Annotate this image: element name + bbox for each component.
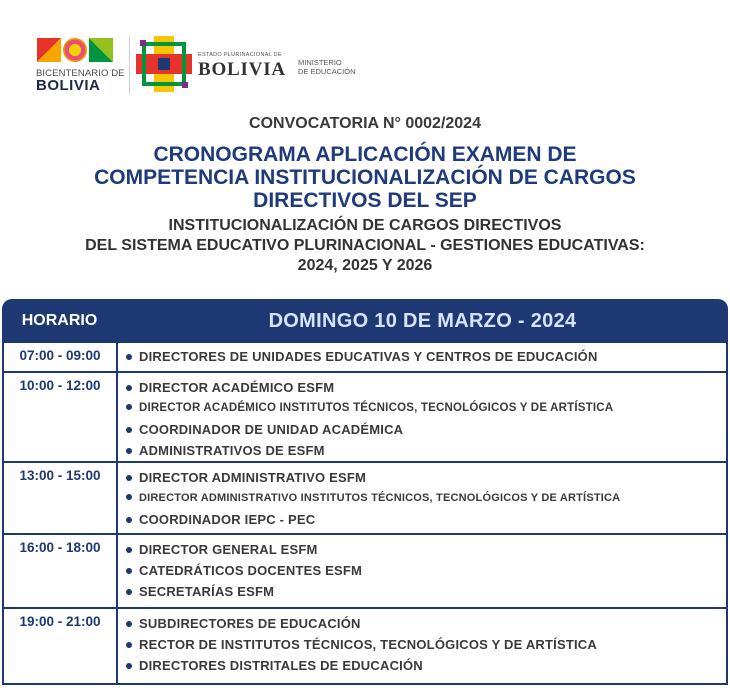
list-item — [126, 634, 726, 655]
bullet-icon — [126, 494, 132, 500]
list-item — [126, 488, 726, 509]
table-row — [4, 533, 726, 607]
subtitle-line: 2024, 2025 Y 2026 — [297, 257, 433, 274]
column-header-horario: HORARIO — [21, 312, 98, 329]
chakana-emblem-icon — [136, 36, 192, 92]
list-item — [126, 613, 726, 634]
convocatoria-number: CONVOCATORIA N° 0002/2024 — [249, 115, 481, 132]
page-subtitle — [0, 216, 730, 276]
list-item — [126, 419, 726, 440]
list-item-label: COORDINADOR DE UNIDAD ACADÉMICA — [139, 422, 404, 437]
bicentenario-icons — [37, 38, 113, 62]
subtitle-line: INSTITUCIONALIZACIÓN DE CARGOS DIRECTIVOS — [168, 217, 562, 234]
title-line: COMPETENCIA INSTITUCIONALIZACIÓN DE CARGOS — [94, 166, 636, 189]
list-item — [126, 467, 726, 488]
column-header-date: DOMINGO 10 DE MARZO - 2024 — [268, 310, 577, 332]
list-item — [126, 377, 726, 398]
list-item — [126, 560, 726, 581]
ministerio-line2: DE EDUCACIÓN — [298, 67, 356, 76]
list-item-label: ADMINISTRATIVOS DE ESFM — [139, 443, 325, 458]
list-item — [126, 509, 726, 530]
page-title — [30, 143, 700, 212]
logo-divider — [129, 36, 130, 94]
list-item-label: CATEDRÁTICOS DOCENTES ESFM — [139, 563, 363, 578]
bullet-icon — [126, 448, 132, 454]
column-divider — [116, 535, 118, 607]
column-divider — [116, 373, 118, 463]
bullet-icon — [126, 404, 132, 410]
bullet-icon — [126, 621, 132, 627]
column-divider — [116, 463, 118, 535]
ministerio-line1: MINISTERIO — [298, 58, 342, 67]
bullet-icon — [126, 642, 132, 648]
bicentenario-small-text: BICENTENARIO DE — [36, 68, 125, 79]
table-row — [4, 607, 726, 685]
bullet-icon — [126, 568, 132, 574]
table-row — [4, 371, 726, 463]
column-divider — [116, 343, 118, 371]
bicentenario-logo — [36, 34, 125, 96]
row-time: 16:00 - 18:00 — [19, 540, 101, 555]
title-line: CRONOGRAMA APLICACIÓN EXAMEN DE — [153, 143, 577, 166]
bolivia-wordmark: BOLIVIA — [198, 59, 286, 80]
bullet-icon — [126, 517, 132, 523]
row-time: 13:00 - 15:00 — [19, 468, 101, 483]
list-item-label: SUBDIRECTORES DE EDUCACIÓN — [139, 616, 361, 631]
bullet-icon — [126, 354, 132, 360]
list-item-label: COORDINADOR IEPC - PEC — [139, 512, 316, 527]
ministerio-text — [298, 58, 356, 76]
table-row — [4, 461, 726, 535]
schedule-table — [2, 299, 728, 687]
list-item — [126, 398, 726, 419]
list-item — [126, 539, 726, 560]
list-item — [126, 346, 726, 367]
list-item-label: DIRECTOR ACADÉMICO INSTITUTOS TÉCNICOS, TECNOLÓGICOS Y DE ARTÍSTICA — [139, 402, 614, 414]
row-time: 07:00 - 09:00 — [19, 348, 101, 363]
bullet-icon — [126, 589, 132, 595]
row-time: 19:00 - 21:00 — [19, 614, 101, 629]
table-header — [2, 299, 728, 343]
list-item — [126, 581, 726, 602]
table-body — [2, 343, 728, 685]
subtitle-line: DEL SISTEMA EDUCATIVO PLURINACIONAL - GESTIONES EDUCATIVAS: — [85, 237, 645, 254]
bullet-icon — [126, 547, 132, 553]
bullet-icon — [126, 663, 132, 669]
list-item-label: DIRECTORES DE UNIDADES EDUCATIVAS Y CENTROS DE EDUCACIÓN — [139, 349, 598, 364]
bicentenario-big-text: BOLIVIA — [36, 77, 101, 94]
list-item-label: DIRECTOR GENERAL ESFM — [139, 542, 318, 557]
list-item-label: SECRETARÍAS ESFM — [139, 584, 275, 599]
list-item-label: DIRECTORES DISTRITALES DE EDUCACIÓN — [139, 658, 423, 673]
header-logos — [36, 34, 376, 96]
list-item-label: DIRECTOR ACADÉMICO ESFM — [139, 380, 335, 395]
list-item — [126, 440, 726, 461]
title-line: DIRECTIVOS DEL SEP — [253, 189, 477, 212]
estado-text: ESTADO PLURINACIONAL DE — [198, 52, 282, 58]
bullet-icon — [126, 427, 132, 433]
list-item-label: DIRECTOR ADMINISTRATIVO INSTITUTOS TÉCNICOS, TECNOLÓGICOS Y DE ARTÍSTICA — [139, 492, 621, 504]
list-item-label: DIRECTOR ADMINISTRATIVO ESFM — [139, 470, 367, 485]
list-item-label: RECTOR DE INSTITUTOS TÉCNICOS, TECNOLÓGICOS Y DE ARTÍSTICA — [139, 637, 597, 652]
row-time: 10:00 - 12:00 — [19, 378, 101, 393]
table-row — [4, 343, 726, 371]
list-item — [126, 655, 726, 676]
column-divider — [116, 609, 118, 685]
bullet-icon — [126, 385, 132, 391]
bullet-icon — [126, 475, 132, 481]
